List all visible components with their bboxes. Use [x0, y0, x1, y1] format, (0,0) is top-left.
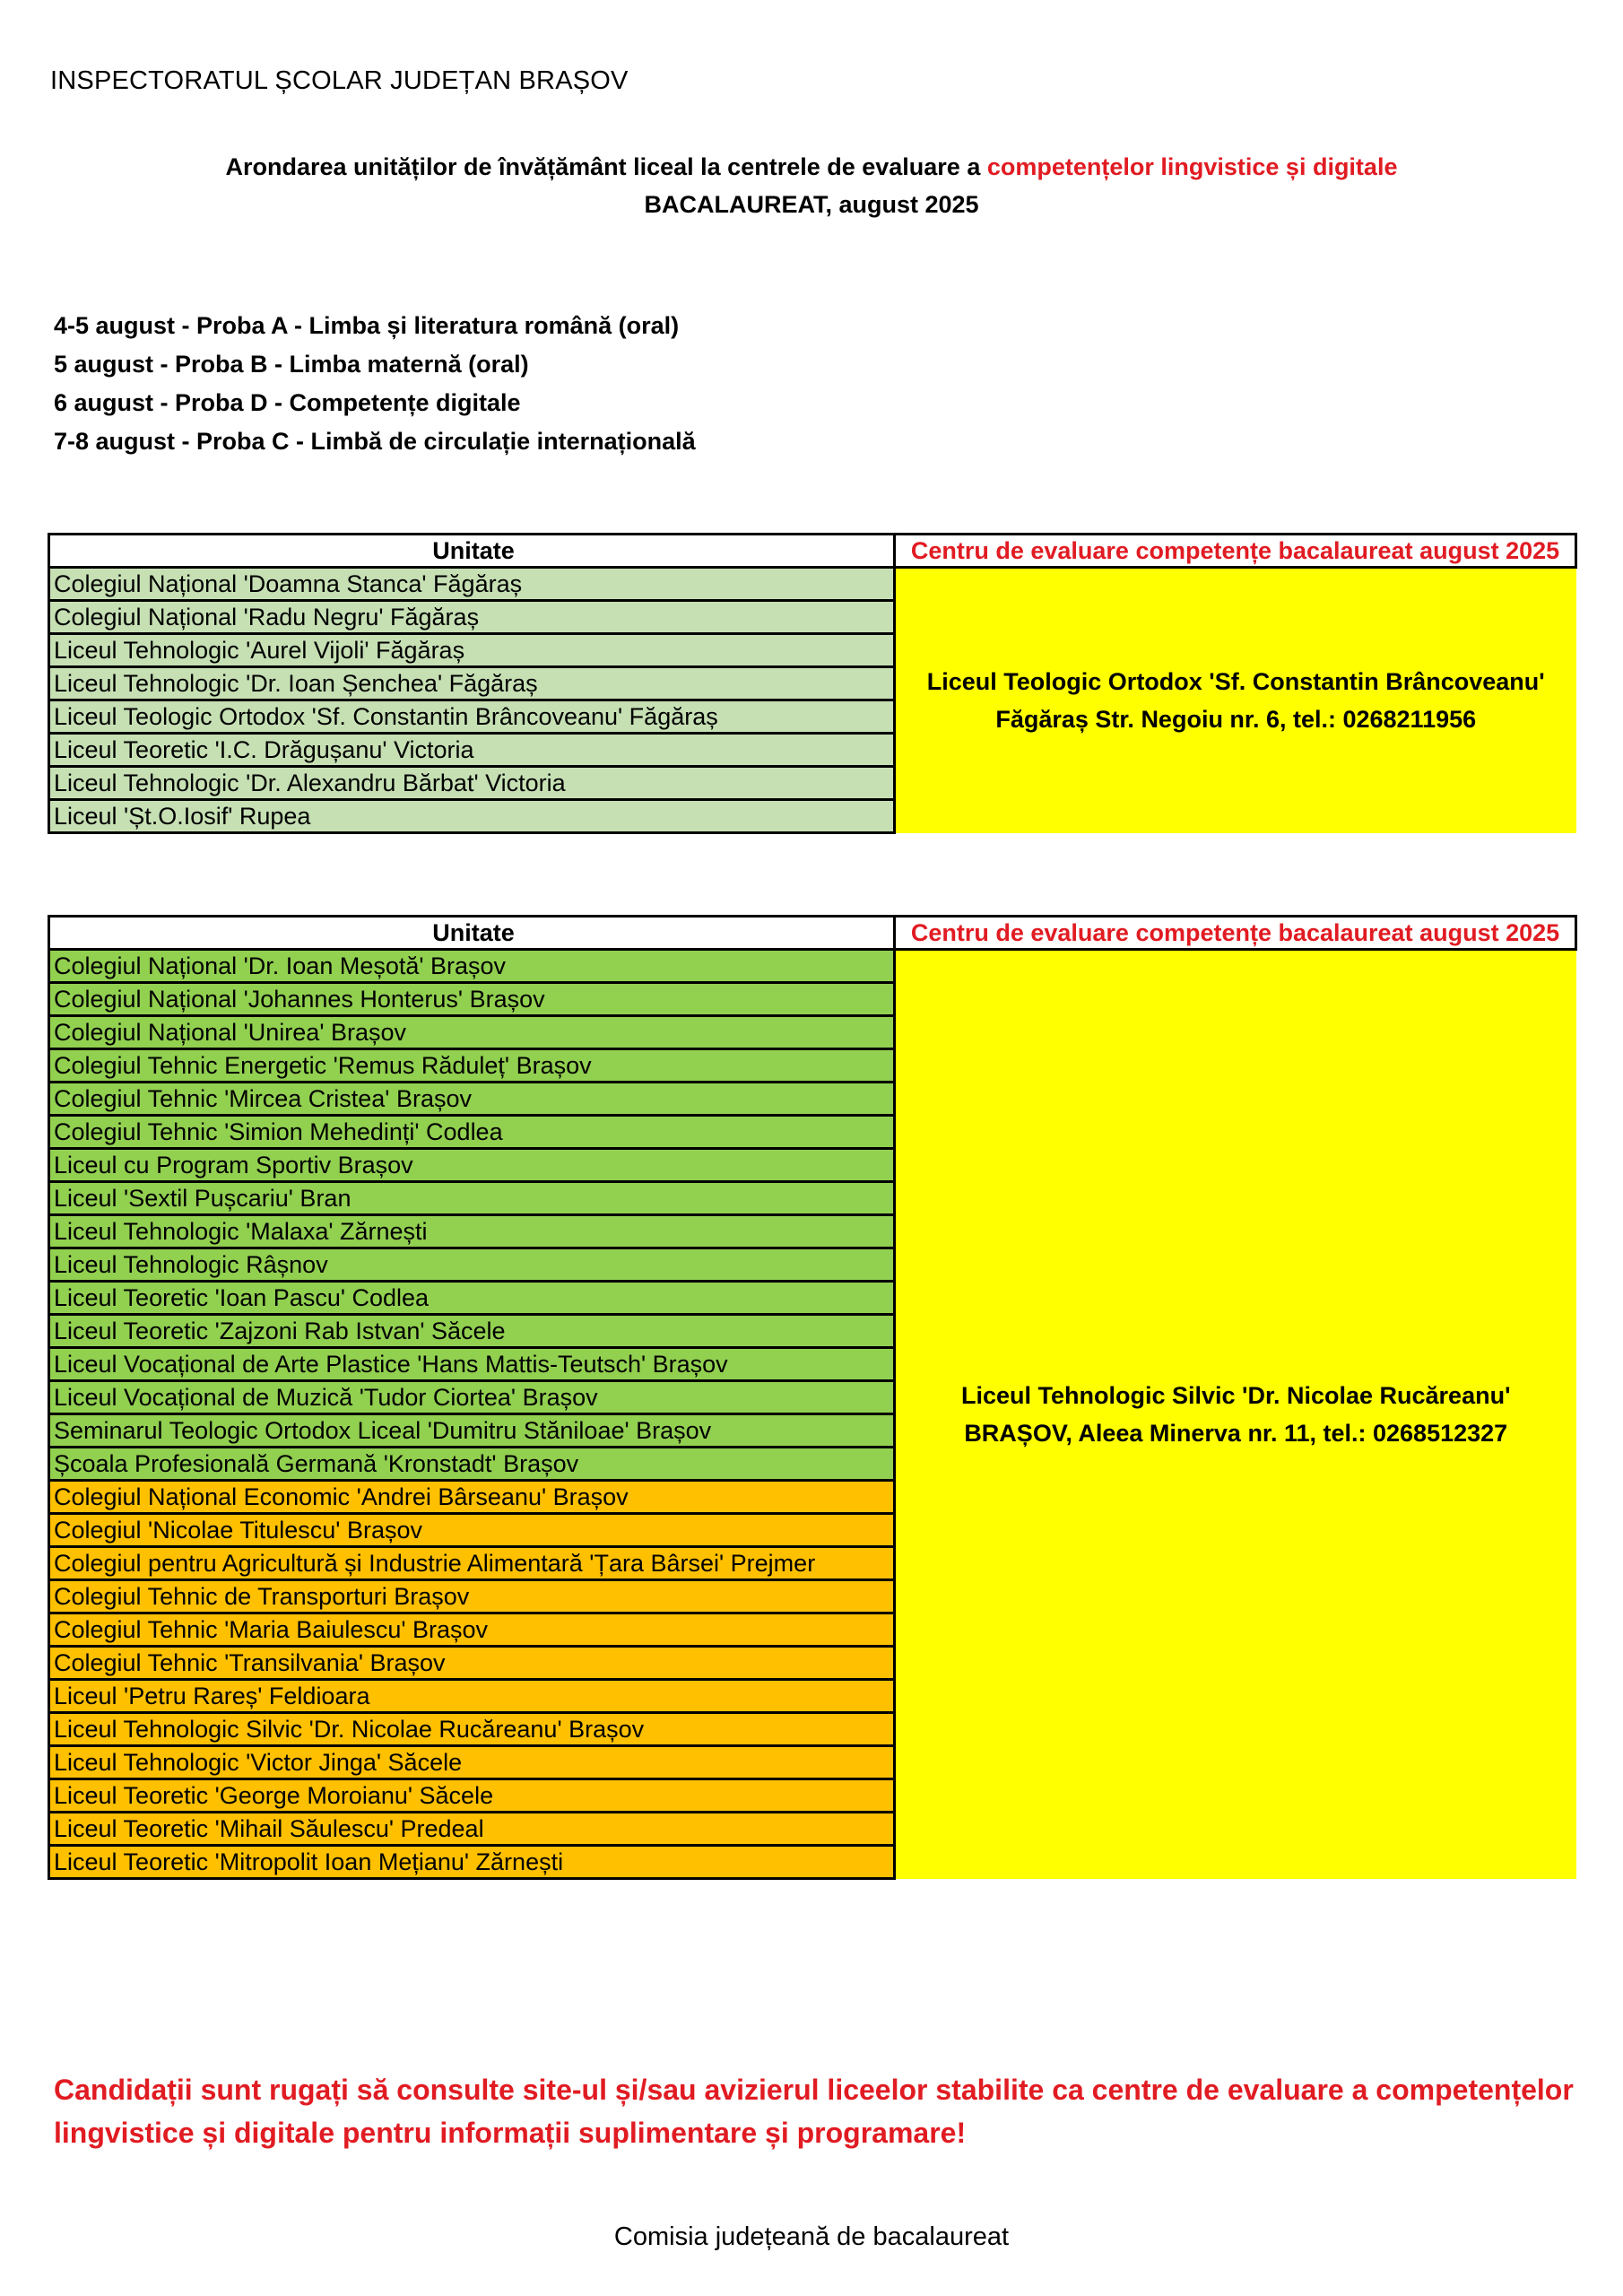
- unit-name-cell: Liceul Tehnologic 'Victor Jinga' Săcele: [49, 1746, 895, 1779]
- unit-name-cell: Liceul Teoretic 'I.C. Drăgușanu' Victoria: [49, 734, 895, 767]
- unit-name-cell: Liceul cu Program Sportiv Brașov: [49, 1149, 895, 1182]
- unit-name-cell: Colegiul Național 'Unirea' Brașov: [49, 1016, 895, 1049]
- unit-name-cell: Liceul Tehnologic 'Dr. Alexandru Bărbat' Victoria: [49, 767, 895, 800]
- unit-name-cell: Liceul 'Sextil Pușcariu' Bran: [49, 1182, 895, 1215]
- unit-name-cell: Colegiul Național 'Radu Negru' Făgăraș: [49, 601, 895, 634]
- unit-name-cell: Colegiul 'Nicolae Titulescu' Brașov: [49, 1514, 895, 1547]
- document-subtitle: BACALAUREAT, august 2025: [644, 191, 979, 218]
- unit-name-cell: Liceul 'Șt.O.Iosif' Rupea: [49, 800, 895, 833]
- table-row: [49, 950, 1576, 983]
- unit-name-cell: Liceul Teoretic 'Ioan Pascu' Codlea: [49, 1282, 895, 1315]
- unit-name-cell: Liceul Teologic Ortodox 'Sf. Constantin Brâncoveanu' Făgăraș: [49, 700, 895, 734]
- title-prefix: Arondarea unităților de învățământ liceal la centrele de evaluare a: [225, 153, 987, 180]
- unit-name-cell: Liceul Tehnologic Râșnov: [49, 1248, 895, 1282]
- signature: Comisia județeană de bacalaureat: [613, 2222, 1010, 2251]
- unit-name-cell: Liceul Tehnologic 'Aurel Vijoli' Făgăraș: [49, 634, 895, 667]
- unit-name-cell: Liceul Teoretic 'George Moroianu' Săcele: [49, 1779, 895, 1813]
- institution-header: INSPECTORATUL ȘCOLAR JUDEȚAN BRAȘOV: [50, 66, 629, 95]
- unit-name-cell: Colegiul Național 'Dr. Ioan Meșotă' Brașov: [49, 950, 895, 983]
- unit-name-cell: Liceul Vocațional de Muzică 'Tudor Ciortea' Brașov: [49, 1381, 895, 1414]
- schedule-item: 7-8 august - Proba C - Limbă de circulație internațională: [54, 428, 696, 455]
- unit-name-cell: Colegiul pentru Agricultură și Industrie Alimentară 'Țara Bârsei' Prejmer: [49, 1547, 895, 1580]
- evaluation-center-cell: [895, 950, 1576, 1879]
- unit-name-cell: Colegiul Tehnic 'Simion Mehedinți' Codlea: [49, 1116, 895, 1149]
- column-header-center: Centru de evaluare competențe bacalaureat august 2025: [895, 917, 1576, 950]
- table-header-row: [49, 535, 1576, 568]
- unit-name-cell: Liceul Teoretic 'Mitropolit Ioan Mețianu' Zărnești: [49, 1846, 895, 1879]
- schedule-item: 5 august - Proba B - Limba maternă (oral): [54, 351, 529, 378]
- unit-name-cell: Colegiul Tehnic de Transporturi Brașov: [49, 1580, 895, 1613]
- evaluation-center-cell: [895, 568, 1576, 833]
- allocation-table-fagaras: [48, 533, 1577, 834]
- unit-name-cell: Colegiul Național 'Johannes Honterus' Brașov: [49, 983, 895, 1016]
- column-header-center: Centru de evaluare competențe bacalaureat august 2025: [895, 535, 1576, 568]
- table-row: [49, 568, 1576, 601]
- unit-name-cell: Liceul Tehnologic 'Dr. Ioan Șenchea' Făgăraș: [49, 667, 895, 700]
- center-address: Făgăraș Str. Negoiu nr. 6, tel.: 0268211956: [995, 706, 1477, 734]
- table-header-row: [49, 917, 1576, 950]
- candidate-notice: Candidații sunt rugați să consulte site-ul și/sau avizierul liceelor stabilite ca centre de evaluare a competențelor lingvistice și digitale pentru informații suplimentare și programare!: [54, 2074, 1574, 2149]
- unit-name-cell: Liceul Tehnologic Silvic 'Dr. Nicolae Rucăreanu' Brașov: [49, 1713, 895, 1746]
- schedule-item: 6 august - Proba D - Competențe digitale: [54, 389, 521, 416]
- document-title: [0, 153, 1623, 181]
- unit-name-cell: Liceul 'Petru Rareș' Feldioara: [49, 1680, 895, 1713]
- unit-name-cell: Colegiul Tehnic 'Mircea Cristea' Brașov: [49, 1083, 895, 1116]
- unit-name-cell: Liceul Vocațional de Arte Plastice 'Hans Mattis-Teutsch' Brașov: [49, 1348, 895, 1381]
- title-highlight: competențelor lingvistice și digitale: [986, 153, 1398, 180]
- unit-name-cell: Colegiul Tehnic Energetic 'Remus Răduleț' Brașov: [49, 1049, 895, 1083]
- unit-name-cell: Colegiul Tehnic 'Transilvania' Brașov: [49, 1647, 895, 1680]
- schedule-item: 4-5 august - Proba A - Limba și literatura română (oral): [54, 312, 680, 339]
- unit-name-cell: Seminarul Teologic Ortodox Liceal 'Dumitru Stăniloae' Brașov: [49, 1414, 895, 1448]
- exam-schedule: [54, 307, 696, 461]
- table-body: [49, 950, 1576, 1879]
- center-address: BRAȘOV, Aleea Minerva nr. 11, tel.: 0268512327: [964, 1420, 1508, 1448]
- unit-name-cell: Colegiul Național Economic 'Andrei Bârseanu' Brașov: [49, 1481, 895, 1514]
- column-header-unit: Unitate: [49, 917, 895, 950]
- center-name: Liceul Tehnologic Silvic 'Dr. Nicolae Rucăreanu': [960, 1382, 1511, 1410]
- allocation-table-brasov: [48, 915, 1577, 1880]
- unit-name-cell: Liceul Teoretic 'Zajzoni Rab Istvan' Săcele: [49, 1315, 895, 1348]
- column-header-unit: Unitate: [49, 535, 895, 568]
- center-name: Liceul Teologic Ortodox 'Sf. Constantin Brâncoveanu': [926, 668, 1545, 696]
- unit-name-cell: Liceul Tehnologic 'Malaxa' Zărnești: [49, 1215, 895, 1248]
- unit-name-cell: Școala Profesională Germană 'Kronstadt' Brașov: [49, 1448, 895, 1481]
- unit-name-cell: Liceul Teoretic 'Mihail Săulescu' Predeal: [49, 1813, 895, 1846]
- table-body: [49, 568, 1576, 833]
- unit-name-cell: Colegiul Național 'Doamna Stanca' Făgăraș: [49, 568, 895, 601]
- unit-name-cell: Colegiul Tehnic 'Maria Baiulescu' Brașov: [49, 1613, 895, 1647]
